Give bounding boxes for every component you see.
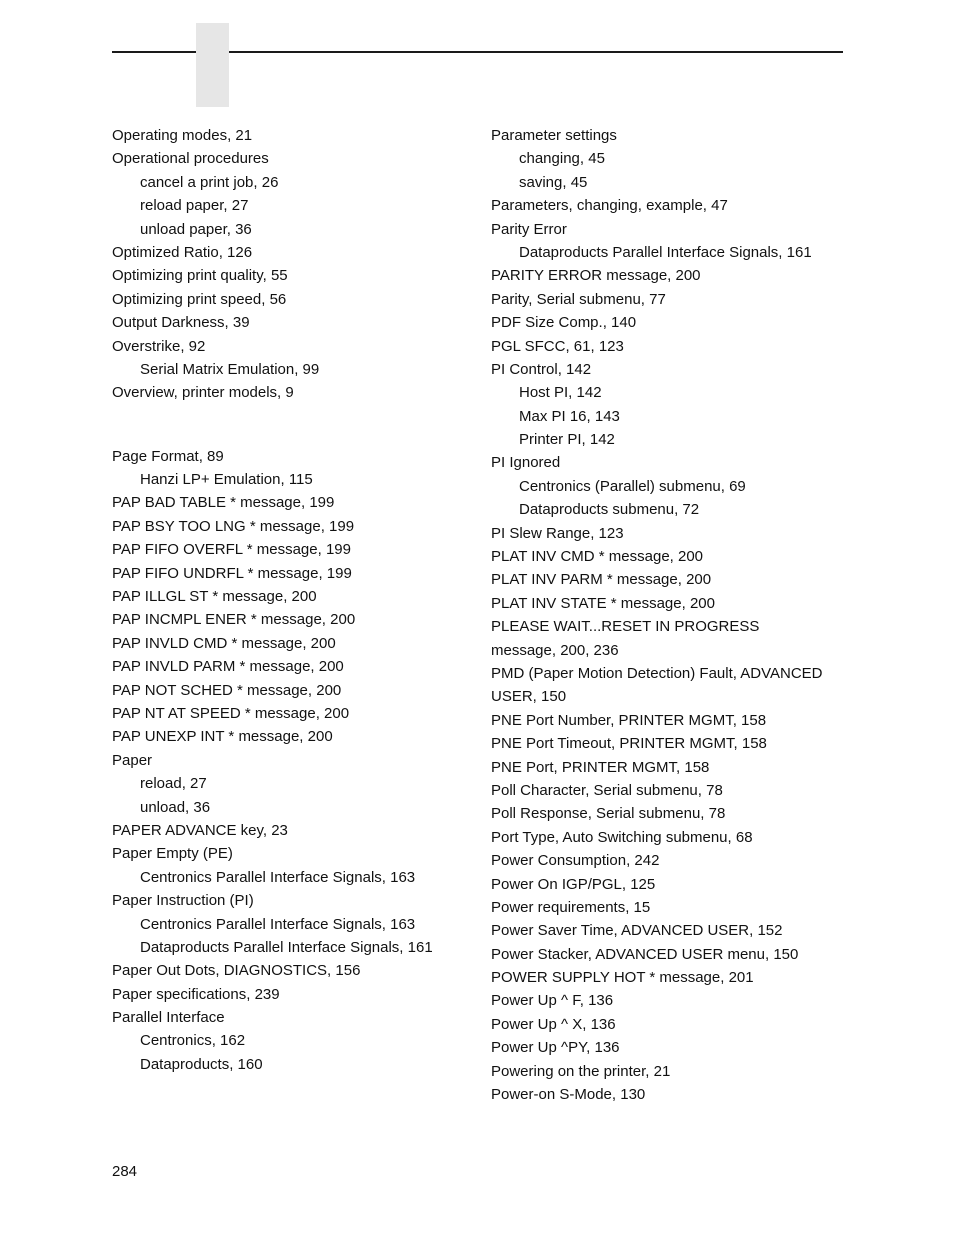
index-subentry: Centronics (Parallel) submenu, 69 [519,477,746,495]
index-entry: Output Darkness, 39 [112,314,250,332]
index-subentry: Dataproducts, 160 [140,1055,263,1073]
index-subentry: unload, 36 [140,798,211,816]
header-rule-right [229,51,843,53]
index-entry: PARITY ERROR message, 200 [491,267,701,285]
index-subentry: reload paper, 27 [140,197,249,215]
index-entry: Optimized Ratio, 126 [112,243,253,261]
index-entry: Parity Error [491,220,567,238]
index-subentry: Centronics Parallel Interface Signals, 163 [140,915,416,933]
index-entry: PAP FIFO OVERFL * message, 199 [112,541,351,559]
page-number: 284 [112,1163,138,1180]
index-entry: Optimizing print speed, 56 [112,290,287,308]
index-subentry: Host PI, 142 [519,384,602,402]
index-entry: Parallel Interface [112,1009,225,1027]
index-entry: Operational procedures [112,150,269,168]
index-subentry: Serial Matrix Emulation, 99 [140,360,320,378]
index-entry: Poll Response, Serial submenu, 78 [491,805,726,823]
index-entry: PAP INCMPL ENER * message, 200 [112,611,356,629]
index-subentry: Dataproducts submenu, 72 [519,501,700,519]
index-entry: Power-on S-Mode, 130 [491,1086,646,1104]
index-entry: Power Up ^ F, 136 [491,992,614,1010]
index-entry: Power Up ^ X, 136 [491,1015,616,1033]
index-entry: Overstrike, 92 [112,337,206,355]
index-entry: Page Format, 89 [112,447,224,465]
index-entry: Power Up ^PY, 136 [491,1039,620,1057]
index-entry: PI Slew Range, 123 [491,524,624,542]
index-entry: PAP BSY TOO LNG * message, 199 [112,517,355,535]
index-entry: PAP UNEXP INT * message, 200 [112,728,333,746]
index-entry: PLAT INV STATE * message, 200 [491,594,715,612]
index-entry: PNE Port Timeout, PRINTER MGMT, 158 [491,735,767,753]
index-subentry: unload paper, 36 [140,220,252,238]
index-entry: PMD (Paper Motion Detection) Fault, ADVANCED [491,664,823,682]
index-entry: PGL SFCC, 61, 123 [491,337,624,355]
index-subentry: cancel a print job, 26 [140,173,279,191]
index-subentry: Centronics Parallel Interface Signals, 163 [140,868,416,886]
index-entry: Powering on the printer, 21 [491,1062,671,1080]
index-entry: PAP INVLD PARM * message, 200 [112,658,344,676]
index-entry: Poll Character, Serial submenu, 78 [491,781,723,799]
index-subentry: saving, 45 [519,173,588,191]
index-entry: POWER SUPPLY HOT * message, 201 [491,969,754,987]
index-entry: Paper Instruction (PI) [112,892,254,910]
index-entry: USER, 150 [491,688,567,706]
index-column-right [491,124,851,1106]
index-entry: Power Consumption, 242 [491,852,660,870]
index-entry: PNE Port Number, PRINTER MGMT, 158 [491,711,767,729]
index-entry: Operating modes, 21 [112,127,253,144]
index-entry: PLAT INV CMD * message, 200 [491,548,704,566]
index-entry: PAP NOT SCHED * message, 200 [112,681,342,699]
index-entry: Power Saver Time, ADVANCED USER, 152 [491,922,783,940]
index-subentry: Printer PI, 142 [519,431,615,449]
index-entry: PAPER ADVANCE key, 23 [112,821,288,839]
index-entry: PLEASE WAIT...RESET IN PROGRESS [491,618,760,636]
index-entry: Paper Out Dots, DIAGNOSTICS, 156 [112,962,361,980]
index-entry: Parameters, changing, example, 47 [491,197,728,215]
index-entry: Paper specifications, 239 [112,985,280,1003]
index-entry: PAP FIFO UNDRFL * message, 199 [112,564,352,582]
index-entry: PAP ILLGL ST * message, 200 [112,588,317,606]
header-tab-marker [196,23,229,107]
index-subentry: Hanzi LP+ Emulation, 115 [140,471,313,489]
index-entry: Paper Empty (PE) [112,845,233,863]
index-entry: message, 200, 236 [491,641,619,659]
index-entry: Parameter settings [491,127,617,144]
index-subentry: Dataproducts Parallel Interface Signals, 161 [519,243,812,261]
index-subentry: reload, 27 [140,775,207,793]
index-entry: PI Ignored [491,454,561,472]
index-entry: PDF Size Comp., 140 [491,314,637,332]
index-entry: PNE Port, PRINTER MGMT, 158 [491,758,710,776]
index-column-left [112,124,472,1076]
index-entry: PAP BAD TABLE * message, 199 [112,494,335,512]
index-entry: PAP INVLD CMD * message, 200 [112,634,336,652]
index-entry: Paper [112,751,153,769]
index-entry: Power Stacker, ADVANCED USER menu, 150 [491,945,799,963]
header-rule-left [112,51,196,53]
index-subentry: Centronics, 162 [140,1032,246,1050]
index-subentry: Dataproducts Parallel Interface Signals, 161 [140,938,433,956]
index-entry: PAP NT AT SPEED * message, 200 [112,704,350,722]
index-entry: Power On IGP/PGL, 125 [491,875,656,893]
index-entry: Parity, Serial submenu, 77 [491,290,666,308]
index-entry: Port Type, Auto Switching submenu, 68 [491,828,753,846]
index-subentry: changing, 45 [519,150,605,168]
index-entry: PI Control, 142 [491,360,592,378]
index-entry: PLAT INV PARM * message, 200 [491,571,712,589]
index-subentry: Max PI 16, 143 [519,407,620,425]
index-entry: Optimizing print quality, 55 [112,267,288,285]
index-entry: Overview, printer models, 9 [112,384,294,402]
index-entry: Power requirements, 15 [491,898,651,916]
